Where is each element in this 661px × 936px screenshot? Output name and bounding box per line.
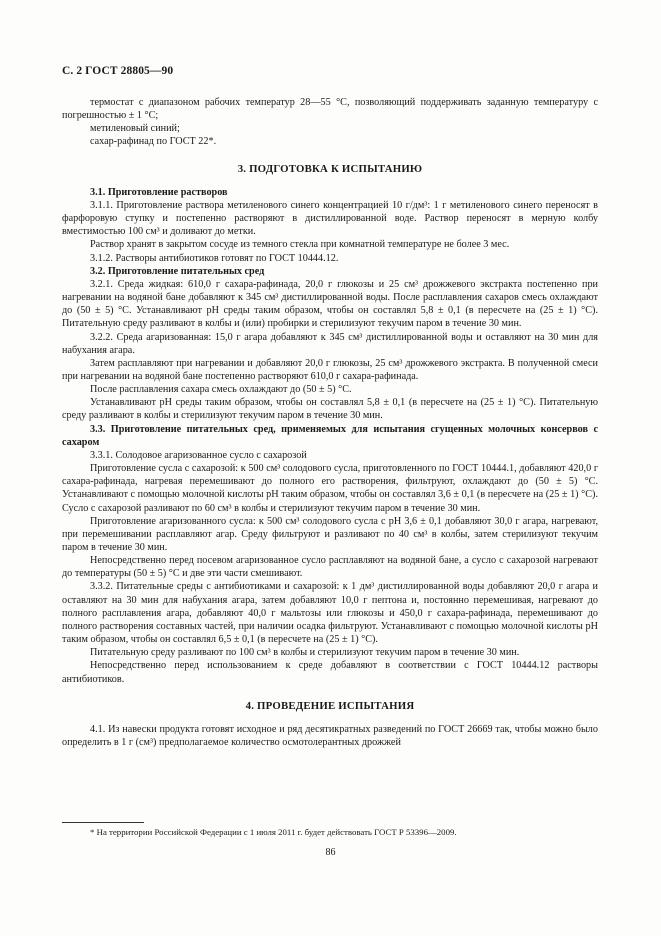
body-text <box>62 96 598 749</box>
paragraph: Затем расплавляют при нагревании и добавляют 20,0 г глюкозы, 25 см³ дрожжевого экстракта. В полученной смеси при нагревании на водяной бане постепенно растворяют 610,0 г сахара-рафинада. <box>62 357 598 382</box>
paragraph: 3.3.2. Питательные среды с антибиотиками и сахарозой: к 1 дм³ дистиллированной воды добавляют 20,0 г агара и оставляют на 30 мин для набухания агара, затем добавляют 10,0 г пептона и, постоянно перемешивая, нагревают до полного расплавления агара, добавляют 40,0 г мальтозы или глюкозы и 450,0 г сахара-рафинада, перемешивают до полного растворения составных частей, при наличии осадка фильтруют. Устанавливают с помощью молочной кислоты pH таким образом, чтобы он составлял 6,5 ± 0,1 (в пересчете на (25 ± 1) °С). <box>62 581 598 646</box>
page-header: С. 2 ГОСТ 28805—90 <box>62 65 174 77</box>
paragraph: Устанавливают pH среды таким образом, чтобы он составлял 5,8 ± 0,1 (в пересчете на (25 ± 1) °С). Питательную среду разливают в колбы и стерилизуют текучим паром в течение 30 мин. <box>62 397 598 422</box>
paragraph: После расплавления сахара смесь охлаждают до (50 ± 5) °С. <box>90 384 352 396</box>
section-3-body <box>62 186 598 686</box>
paragraph: 4.1. Из навески продукта готовят исходное и ряд десятикратных разведений по ГОСТ 26669 так, чтобы можно было определить в 1 г (см³) предполагаемое количество осмотолерантных дрожжей <box>62 723 598 749</box>
paragraph: метиленовый синий; <box>90 123 180 135</box>
paragraph: 3.1.1. Приготовление раствора метиленового синего концентрацией 10 г/дм³: 1 г метиленового синего переносят в фарфоровую ступку и постепенно растворяют в дистиллированной воде. Раствор переносят в мерную колбу вместимостью 100 см³ и доливают до метки. <box>62 199 598 238</box>
subsection-heading: 3.2. Приготовление питательных сред <box>90 265 265 277</box>
paragraph: Непосредственно перед использованием к среде добавляют в соответствии с ГОСТ 10444.12 растворы антибиотиков. <box>62 660 598 685</box>
paragraph: 3.2.1. Среда жидкая: 610,0 г сахара-рафинада, 20,0 г глюкозы и 25 см³ дрожжевого экстракта постепенно при нагревании на водяной бане добавляют к 345 см³ дистиллированной воды. После расплавления сахаров смесь охлаждают до (50 ± 5) °С. Устанавливают pH среды таким образом, чтобы он составлял 5,8 ± 0,1 (в пересчете на (25 ± 1) °С). Питательную среду разливают в колбы и (или) пробирки и стерилизуют текучим паром в течение 30 мин. <box>62 278 598 330</box>
paragraph: 3.3.1. Солодовое агаризованное сусло с сахарозой <box>90 449 307 461</box>
section-title: 3. ПОДГОТОВКА К ИСПЫТАНИЮ <box>237 162 423 175</box>
paragraph: Приготовление агаризованного сусла: к 500 см³ солодового сусла с pH 3,6 ± 0,1 добавляют 30,0 г агара, нагревают, при перемешивании расплавляют агар. Среду фильтруют и разливают по 40 см³ в колбы, затем стерилизуют текучим паром в течение 30 мин. <box>62 515 598 553</box>
subsection-heading: 3.3. Приготовление питательных сред, применяемых для испытания сгущенных молочных консервов с сахаром <box>62 423 598 448</box>
page-number: 86 <box>325 847 336 858</box>
paragraph: Приготовление сусла с сахарозой: к 500 см³ солодового сусла, приготовленного по ГОСТ 10444.1, добавляют 420,0 г сахара-рафинада, нагревая перемешивают до полного его растворения, фильтруют, охлаждают до (50 ± 5) °С. Устанавливают с помощью молочной кислоты pH таким образом, чтобы он составлял 3,6 ± 0,1 (в пересчете на (25 ± 1) °С). Сусло с сахарозой разливают по 60 см³ в колбы и стерилизуют текучим паром в течение 30 мин. <box>62 463 598 514</box>
paragraph: Питательную среду разливают по 100 см³ в колбы и стерилизуют текучим паром в течение 30 мин. <box>90 647 520 659</box>
paragraph: Раствор хранят в закрытом сосуде из темного стекла при комнатной температуре не более 3 мес. <box>90 239 510 251</box>
paragraph: Непосредственно перед посевом агаризованное сусло расплавляют на водяной бане, а сусло с сахарозой нагревают до температуры (50 ± 5) °С и две эти части смешивают. <box>62 555 598 580</box>
paragraph: сахар-рафинад по ГОСТ 22*. <box>90 136 217 148</box>
section-4-body <box>62 723 598 749</box>
paragraph: 3.1.2. Растворы антибиотиков готовят по ГОСТ 10444.12. <box>90 252 339 264</box>
section-title: 4. ПРОВЕДЕНИЕ ИСПЫТАНИЯ <box>245 699 415 712</box>
paragraph: термостат с диапазоном рабочих температур 28—55 °С, позволяющий поддерживать заданную температуру с погрешностью ± 1 °С; <box>62 97 598 122</box>
footnote-divider <box>62 822 144 823</box>
subsection-heading: 3.1. Приготовление растворов <box>90 186 228 198</box>
paragraph: 3.2.2. Среда агаризованная: 15,0 г агара добавляют к 345 см³ дистиллированной воды и оставляют на 30 мин для набухания агара. <box>62 331 598 356</box>
footnote: * На территории Российской Федерации с 1 июля 2011 г. будет действовать ГОСТ Р 53396—2009. <box>90 827 457 837</box>
